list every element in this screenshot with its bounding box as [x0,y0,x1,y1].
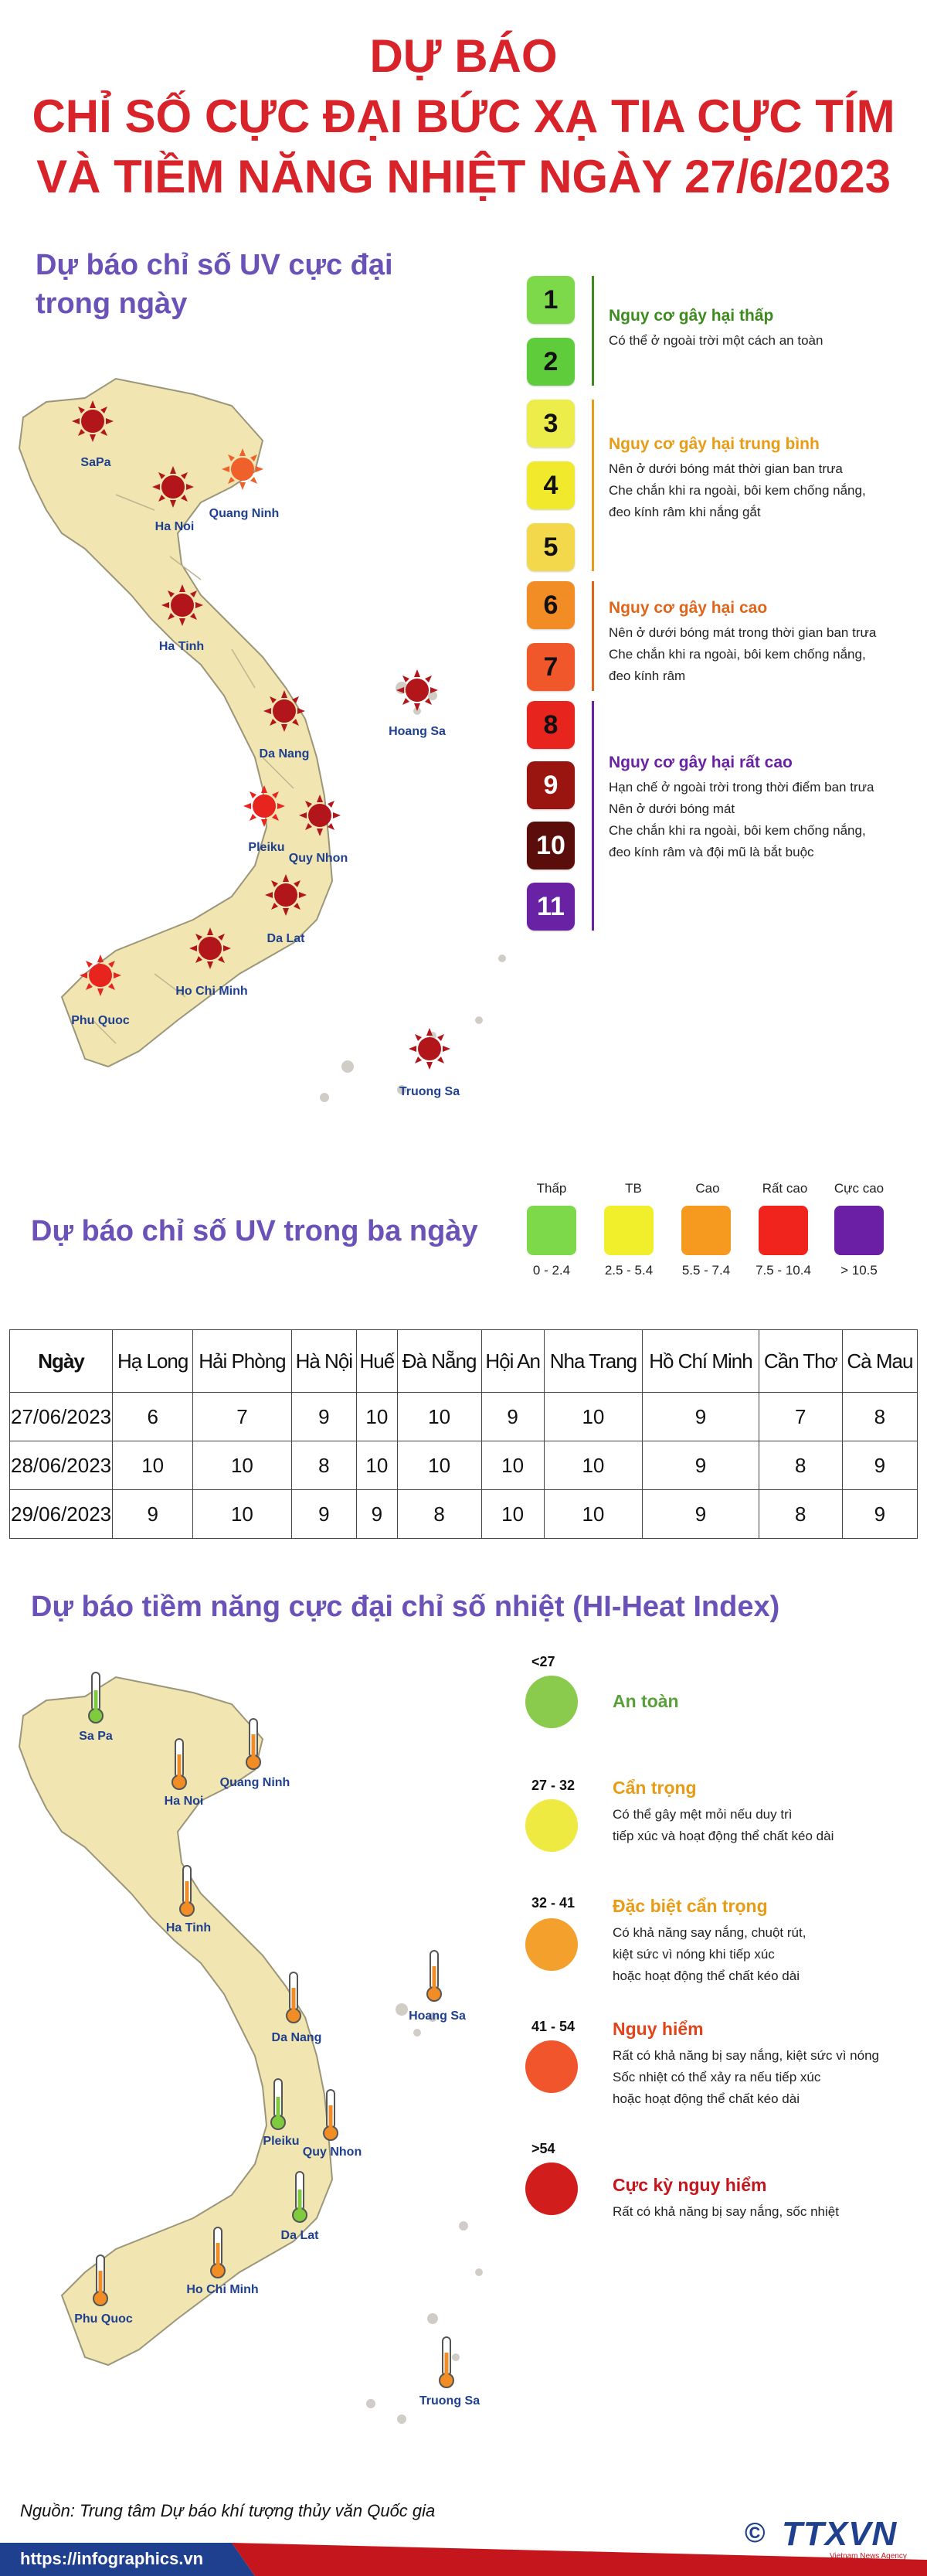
table-cell: 7 [193,1393,291,1441]
table-header-cell: Đà Nẵng [397,1330,481,1393]
title-line-1: DỰ BÁO [369,30,558,82]
thermometer-icon [178,1864,195,1918]
uv-city-label: Ha Noi [154,520,195,533]
table-header-cell: Cà Mau [842,1330,917,1393]
uv-city-label: Quang Ninh [209,507,280,520]
uv-group-text: Che chắn khi ra ngoài, bôi kem chống nắng, [609,647,866,662]
uv-sun-icon-truongsa [409,1028,450,1070]
uv-sun-icon-hatinh [161,584,203,626]
uv-level-badge: 9 [527,761,575,809]
thermometer-icon [87,1671,104,1725]
uv-group-text: Che chắn khi ra ngoài, bôi kem chống nắng, [609,823,866,838]
legend-range: 5.5 - 7.4 [681,1263,731,1278]
uv-level-badge: 6 [527,581,575,629]
thermometer-icon [285,1971,302,2025]
heat-city-label: Quy Nhon [302,2146,362,2159]
heat-level-dot-extreme-danger [525,2163,578,2215]
thermometer-icon [209,2226,226,2280]
table-cell: 10 [357,1441,398,1490]
uv-group-text: đeo kính râm và đội mũ là bắt buộc [609,845,814,859]
table-header-cell: Hải Phòng [193,1330,291,1393]
legend-label: Cực cao [834,1181,885,1196]
heat-level-text: tiếp xúc và hoạt động thể chất kéo dài [613,1829,834,1843]
legend-swatch-medium [604,1206,654,1255]
agency-name: Vietnam News Agency [830,2552,907,2561]
table-cell: 9 [643,1393,759,1441]
uv-sun-icon-quynhon [299,795,341,836]
uv-level-badge: 7 [527,643,575,691]
legend-range: 2.5 - 5.4 [604,1263,654,1278]
uv-forecast-table [9,1329,918,1539]
thermometer-icon [270,2077,287,2132]
uv-group-text: Hạn chế ở ngoài trời trong thời điểm ban trưa [609,780,874,795]
legend-label: Cao [695,1181,720,1196]
table-cell: 10 [193,1441,291,1490]
table-cell: 9 [643,1441,759,1490]
uv-level-badge: 2 [527,338,575,386]
uv-city-label: Da Nang [259,747,310,761]
heat-range: <27 [531,1654,555,1669]
heat-level-text: Rất có khả năng bị say nắng, sốc nhiệt [613,2204,839,2219]
uv-sun-icon-hanoi [152,466,194,508]
heat-range: 32 - 41 [531,1895,576,1911]
table-cell: 8 [842,1393,917,1441]
heat-range: >54 [531,2141,555,2156]
heat-level-text: hoặc hoạt động thể chất kéo dài [613,1969,800,1983]
uv-group-bar-high [592,581,594,691]
legend-range: 7.5 - 10.4 [756,1263,811,1278]
uv-group-text: Che chắn khi ra ngoài, bôi kem chống nắng, [609,483,866,498]
legend-swatch-extreme [834,1206,884,1255]
thermometer-icon [322,2088,339,2142]
uv-city-label: Ha Tinh [158,640,205,653]
table-cell: 27/06/2023 [10,1393,113,1441]
table-header-cell: Nha Trang [544,1330,642,1393]
table-row [10,1490,918,1539]
uv-level-badge: 1 [527,276,575,324]
table-cell: 10 [357,1393,398,1441]
heat-range: 27 - 32 [531,1778,576,1793]
heat-range: 41 - 54 [531,2019,576,2034]
table-header-cell: Hà Nội [291,1330,356,1393]
uv-city-label: Da Lat [267,932,305,945]
source-note: Nguồn: Trung tâm Dự báo khí tượng thủy văn Quốc gia [20,2501,436,2520]
table-cell: 9 [481,1393,544,1441]
uv-sun-icon-phuquoc [80,955,121,996]
uv-group-title-veryhigh: Nguy cơ gây hại rất cao [609,754,793,771]
heat-city-label: Truong Sa [419,2394,480,2408]
heat-level-title: An toàn [613,1691,679,1711]
title-line-2: CHỈ SỐ CỰC ĐẠI BỨC XẠ TIA CỰC TÍM [32,90,895,142]
uv-city-label: Ho Chi Minh [175,985,248,998]
uv-group-title-medium: Nguy cơ gây hại trung bình [609,435,820,453]
legend-label: TB [625,1181,642,1196]
uv-group-title-low: Nguy cơ gây hại thấp [609,307,774,325]
heat-index-heading: Dự báo tiềm năng cực đại chỉ số nhiệt (HI-Heat Index) [31,1591,780,1623]
heat-city-label: Quang Ninh [219,1776,290,1789]
table-cell: 9 [643,1490,759,1539]
three-day-heading: Dự báo chỉ số UV trong ba ngày [31,1215,478,1247]
thermometer-icon [291,2170,308,2224]
copyright-icon: © [745,2516,766,2548]
heat-city-label: Ha Tinh [165,1921,212,1935]
table-cell: 10 [544,1393,642,1441]
title-line-3: VÀ TIỀM NĂNG NHIỆT NGÀY 27/6/2023 [36,151,891,202]
table-cell: 10 [481,1441,544,1490]
table-row [10,1441,918,1490]
uv-map-heading-2: trong ngày [36,288,188,320]
heat-level-title: Đặc biệt cẩn trọng [613,1896,768,1916]
thermometer-icon [92,2254,109,2308]
uv-city-label: Truong Sa [399,1085,460,1098]
uv-group-text: đeo kính râm [609,669,686,683]
heat-level-dot-caution [525,1799,578,1852]
table-cell: 10 [397,1393,481,1441]
heat-city-label: Hoang Sa [409,2009,466,2023]
uv-city-label: SaPa [80,456,111,469]
legend-range: 0 - 2.4 [532,1263,571,1278]
heat-level-dot-extreme-caution [525,1918,578,1971]
table-cell: 9 [842,1490,917,1539]
thermometer-icon [426,1949,443,2003]
thermometer-icon [438,2336,455,2390]
legend-swatch-veryhigh [759,1206,808,1255]
table-cell: 8 [291,1441,356,1490]
table-cell: 9 [291,1393,356,1441]
uv-city-label: Phu Quoc [71,1014,130,1027]
legend-swatch-low [527,1206,576,1255]
table-header-cell: Hồ Chí Minh [643,1330,759,1393]
table-cell: 10 [113,1441,193,1490]
uv-group-bar-medium [592,400,594,571]
uv-sun-icon-sapa [72,400,114,442]
heat-city-label: Sa Pa [79,1730,113,1743]
heat-level-text: Sốc nhiệt có thể xảy ra nếu tiếp xúc [613,2070,821,2084]
heat-level-text: Có khả năng say nắng, chuột rút, [613,1925,806,1940]
table-cell: 10 [481,1490,544,1539]
table-cell: 6 [113,1393,193,1441]
heat-level-text: kiệt sức vì nóng khi tiếp xúc [613,1947,775,1962]
uv-city-label: Hoang Sa [389,725,446,738]
uv-sun-icon-quangninh [222,448,263,490]
table-cell: 10 [193,1490,291,1539]
uv-group-text: Nên ở dưới bóng mát thời gian ban trưa [609,461,843,476]
legend-label: Thấp [536,1181,567,1196]
table-cell: 9 [291,1490,356,1539]
uv-group-text: Nên ở dưới bóng mát [609,801,735,816]
uv-group-title-high: Nguy cơ gây hại cao [609,599,768,617]
thermometer-icon [171,1737,188,1792]
heat-city-label: Phu Quoc [74,2312,133,2326]
heat-level-title: Nguy hiểm [613,2019,704,2039]
table-cell: 9 [113,1490,193,1539]
uv-city-label: Pleiku [248,841,285,854]
table-header-row [10,1330,918,1393]
uv-group-text: Có thể ở ngoài trời một cách an toàn [609,333,823,348]
uv-group-text: đeo kính râm khi nắng gắt [609,505,761,519]
table-cell: 29/06/2023 [10,1490,113,1539]
table-cell: 10 [544,1441,642,1490]
uv-level-badge: 4 [527,461,575,509]
uv-city-label: Quy Nhon [288,852,348,865]
uv-sun-icon-danang [263,690,305,732]
uv-level-badge: 5 [527,523,575,571]
heat-city-label: Pleiku [263,2135,300,2148]
uv-level-badge: 8 [527,701,575,749]
uv-group-text: Nên ở dưới bóng mát trong thời gian ban trưa [609,625,877,640]
table-header-cell: Huế [357,1330,398,1393]
heat-city-label: Da Lat [280,2229,319,2242]
uv-map-heading-1: Dự báo chỉ số UV cực đại [36,249,393,281]
legend-label: Rất cao [762,1181,808,1196]
legend-range: > 10.5 [840,1263,878,1278]
heat-level-dot-safe [525,1676,578,1728]
heat-city-label: Ha Noi [164,1795,204,1808]
table-cell: 10 [397,1441,481,1490]
table-cell: 8 [397,1490,481,1539]
table-row [10,1393,918,1441]
table-cell: 8 [759,1441,842,1490]
legend-swatch-high [681,1206,731,1255]
uv-level-badge: 10 [527,822,575,869]
table-header-cell: Hạ Long [113,1330,193,1393]
uv-sun-icon-dalat [265,874,307,916]
heat-level-text: Rất có khả năng bị say nắng, kiệt sức vì nóng [613,2048,879,2063]
uv-level-badge: 3 [527,400,575,447]
heat-level-text: hoặc hoạt động thể chất kéo dài [613,2091,800,2106]
uv-group-bar-low [592,276,594,386]
table-cell: 28/06/2023 [10,1441,113,1490]
ttxvn-logo: TTXVN [782,2515,898,2553]
table-header-cell: Ngày [10,1330,113,1393]
heat-city-label: Da Nang [271,2031,322,2044]
uv-sun-icon-hoangsa [396,669,438,711]
heat-city-label: Ho Chi Minh [186,2283,259,2296]
table-cell: 9 [842,1441,917,1490]
table-cell: 8 [759,1490,842,1539]
uv-sun-icon-pleiku [243,785,285,827]
table-cell: 10 [544,1490,642,1539]
heat-level-dot-danger [525,2040,578,2093]
uv-group-bar-veryhigh [592,701,594,931]
table-header-cell: Hội An [481,1330,544,1393]
heat-level-title: Cực kỳ nguy hiểm [613,2175,767,2195]
table-cell: 7 [759,1393,842,1441]
uv-sun-icon-hochiminh [189,927,231,969]
thermometer-icon [245,1717,262,1771]
heat-level-title: Cẩn trọng [613,1778,697,1798]
table-header-cell: Cần Thơ [759,1330,842,1393]
table-cell: 9 [357,1490,398,1539]
heat-level-text: Có thể gây mệt mỏi nếu duy trì [613,1807,793,1822]
uv-level-badge: 11 [527,883,575,931]
website-link[interactable]: https://infographics.vn [20,2549,204,2568]
